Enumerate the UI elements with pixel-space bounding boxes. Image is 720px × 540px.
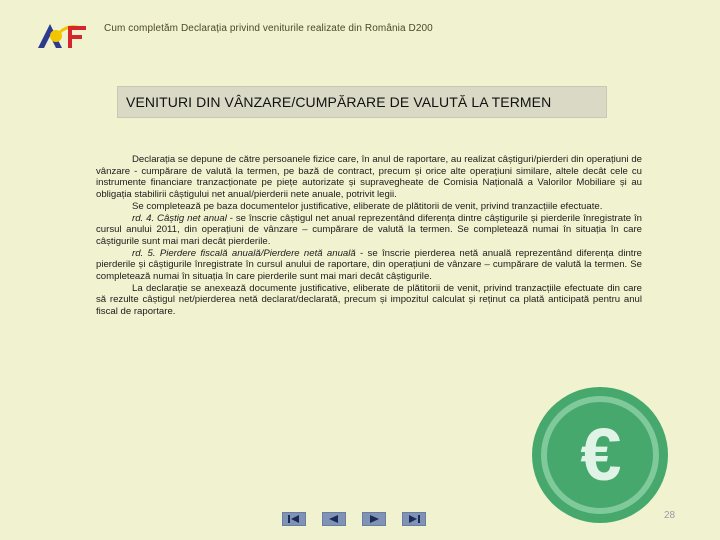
next-slide-button[interactable] bbox=[362, 512, 386, 526]
next-slide-icon bbox=[363, 513, 385, 525]
paragraph: rd. 4. Câștig net anual - se înscrie câștigul net anual reprezentând diferența dintre câștigurile și pierderile înregistrate în cursul anului 2011, din operațiuni de vânzare – cumpărare de valută la termen. Se completează numai în situația în care câștigurile sunt mai mari decât pierderile. bbox=[96, 212, 642, 247]
page-number: 28 bbox=[664, 510, 676, 521]
paragraph: Se completează pe baza documentelor justificative, eliberate de plătitorii de venit, privind tranzacțiile efectuate. bbox=[132, 200, 603, 212]
row-label-rd4: rd. 4. Câștig net anual bbox=[132, 212, 227, 224]
previous-slide-button[interactable] bbox=[322, 512, 346, 526]
first-slide-icon bbox=[283, 513, 305, 525]
slide-title-box bbox=[117, 86, 607, 118]
row-label-rd5: rd. 5. Pierdere fiscală anuală/Pierdere netă anuală bbox=[132, 247, 356, 259]
euro-coin-icon bbox=[525, 380, 675, 530]
svg-text:€: € bbox=[580, 413, 622, 496]
paragraph: La declarație se anexează documente justificative, eliberate de plătitorii de venit, privind tranzacțiile efectuate din care să rezulte câștigul net/pierderea netă declarat/declarată, precum și impozitul calculat și reținut ca plată anticipată pentru anul fiscal de raportare. bbox=[96, 282, 642, 318]
header-title: Cum completăm Declarația privind veniturile realizate din România D200 bbox=[104, 23, 433, 34]
previous-slide-icon bbox=[323, 513, 345, 525]
anaf-logo-icon bbox=[36, 18, 94, 50]
last-slide-button[interactable] bbox=[402, 512, 426, 526]
paragraph: rd. 5. Pierdere fiscală anuală/Pierdere netă anuală - se înscrie pierderea netă anuală reprezentând diferența dintre pierderile și câștigurile înregistrate în cursul anului de raportare, din operațiuni de vânzare – cumpărare de valută la termen. Se completează numai în situația în care pierderile sunt mai mari decât câștigurile. bbox=[96, 247, 642, 283]
paragraph: Declarația se depune de către persoanele fizice care, în anul de raportare, au realizat câștiguri/pierderi din operațiuni de vânzare - cumpărare de valută la termen, pe bază de contract, precum și orice alte operațiuni similare, altele decât cele cu instrumente financiare tranzacționate pe piețe autorizate și supravegheate de Comisia Națională a Valorilor Mobiliare și au obligația stabilirii câștigului net anual/pierderii nete anuale, potrivit legii. bbox=[96, 154, 642, 201]
slide-title: VENITURI DIN VÂNZARE/CUMPĂRARE DE VALUTĂ LA TERMEN bbox=[126, 94, 552, 110]
last-slide-icon bbox=[403, 513, 425, 525]
body-text bbox=[96, 154, 642, 318]
first-slide-button[interactable] bbox=[282, 512, 306, 526]
